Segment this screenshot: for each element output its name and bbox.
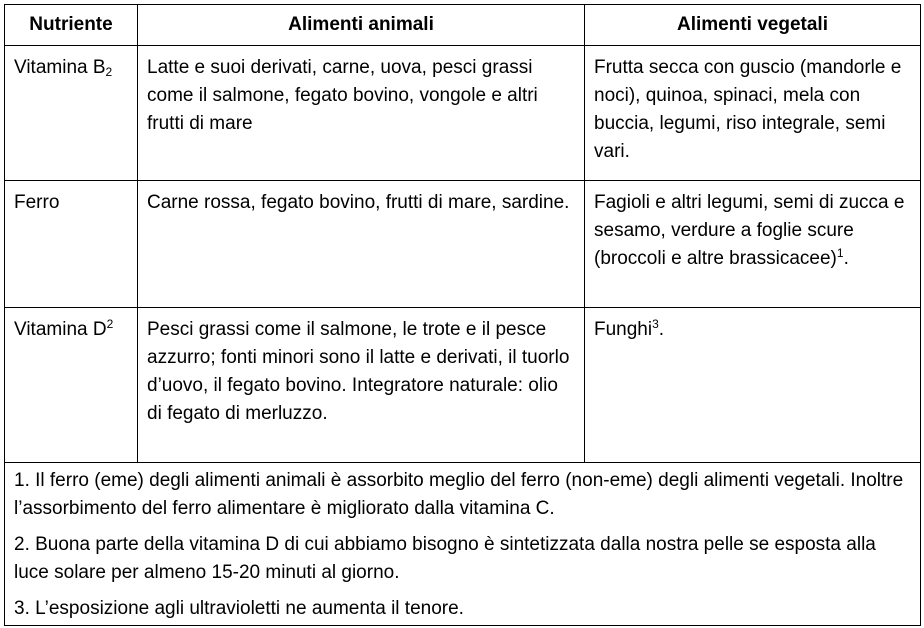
nutrient-cell [5, 181, 138, 308]
animal-foods-cell: Pesci grassi come il salmone, le trote e il pesce azzurro; fonti minori sono il latte e derivati, il tuorlo d’uovo, il fegato bovino. Integratore naturale: olio di fegato di merluzzo. [138, 308, 585, 463]
notes-row [5, 463, 921, 626]
footnote-ref: 1 [836, 246, 844, 260]
header-row [5, 5, 921, 46]
vegetable-foods-cell [585, 308, 921, 463]
vegetable-foods-cell [585, 181, 921, 308]
vegetable-tail: . [843, 248, 849, 269]
footnote-ref: 2 [106, 317, 114, 331]
header-nutriente: Nutriente [5, 5, 138, 46]
header-alimenti-vegetali: Alimenti vegetali [585, 5, 921, 46]
nutrient-cell [5, 308, 138, 463]
footnote-1: 1. Il ferro (eme) degli alimenti animali è assorbito meglio del ferro (non-eme) degli alimenti vegetali. Inoltre l’assorbimento del ferro alimentare è migliorato dalla vitamina C. [14, 470, 904, 519]
nutrient-subscript: 2 [105, 65, 113, 79]
notes-cell [5, 463, 921, 626]
animal-foods-cell: Carne rossa, fegato bovino, frutti di mare, sardine. [138, 181, 585, 308]
header-alimenti-animali: Alimenti animali [138, 5, 585, 46]
table-row [5, 46, 921, 181]
vegetable-text: Fagioli e altri legumi, semi di zucca e sesamo, verdure a foglie scure (broccoli e altre brassicacee) [594, 192, 905, 269]
footnote-3: 3. L’esposizione agli ultravioletti ne aumenta il tenore. [14, 598, 464, 619]
nutrient-name: Vitamina D [14, 319, 107, 340]
nutrient-cell [5, 46, 138, 181]
table-row [5, 181, 921, 308]
nutrient-name: Vitamina B [14, 57, 106, 78]
animal-foods-cell: Latte e suoi derivati, carne, uova, pesci grassi come il salmone, fegato bovino, vongole e altri frutti di mare [138, 46, 585, 181]
vegetable-tail: . [658, 319, 665, 340]
nutrient-name: Ferro [14, 192, 60, 213]
vegetable-text: Funghi [594, 319, 653, 340]
footnote-ref: 3 [652, 317, 659, 331]
footnote-2: 2. Buona parte della vitamina D di cui abbiamo bisogno è sintetizzata dalla nostra pelle se esposta alla luce solare per almeno 15-20 minuti al giorno. [14, 534, 876, 583]
vegetable-foods-cell: Frutta secca con guscio (mandorle e noci), quinoa, spinaci, mela con buccia, legumi, riso integrale, semi vari. [585, 46, 921, 181]
nutrient-table [4, 4, 921, 626]
table-row [5, 308, 921, 463]
